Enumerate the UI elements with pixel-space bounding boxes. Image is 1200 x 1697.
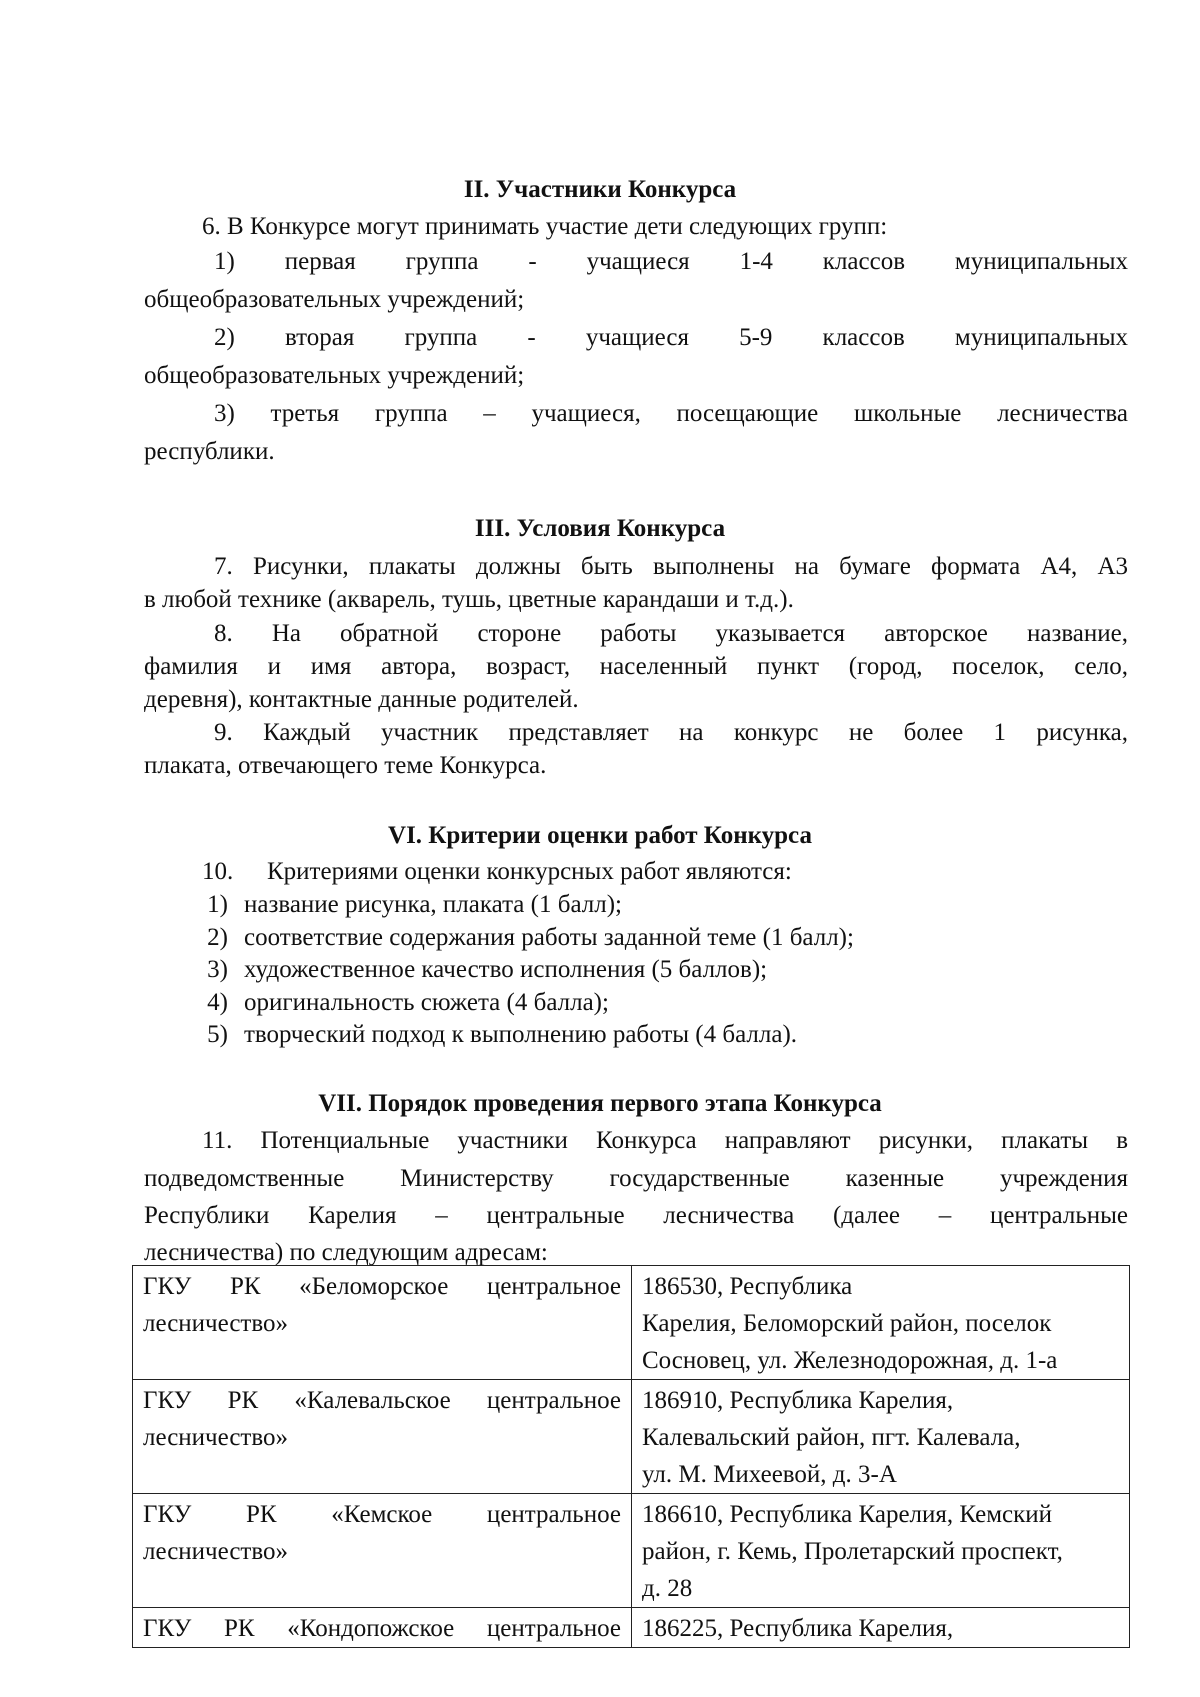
paragraph-7-line-1: 7. Рисунки, плакаты должны быть выполнены на бумаге формата А4, А3 xyxy=(214,553,1128,580)
paragraph-11-line-4: лесничества) по следующим адресам: xyxy=(144,1239,548,1266)
address-cell xyxy=(632,1266,1130,1380)
group-2-line-1: 2) вторая группа - учащиеся 5-9 классов муниципальных xyxy=(214,324,1128,351)
organization-name: лесничество» xyxy=(143,1310,288,1337)
paragraph-11-line-1: 11. Потенциальные участники Конкурса направляют рисунки, плакаты в xyxy=(202,1127,1128,1154)
organization-name: ГКУ РК «Беломорское центральное xyxy=(143,1273,621,1300)
address-line: д. 28 xyxy=(642,1575,693,1602)
address-line: 186225, Республика Карелия, xyxy=(642,1615,954,1642)
organization-name: ГКУ РК «Калевальское центральное xyxy=(143,1387,621,1414)
address-line: 186530, Республика xyxy=(642,1273,853,1300)
criteria-item-text: оригинальность сюжета (4 балла); xyxy=(244,989,609,1016)
criteria-item-number: 5) xyxy=(207,1021,228,1048)
section-heading-conditions: III. Условия Конкурса xyxy=(474,515,726,542)
address-line: ул. М. Михеевой, д. 3-А xyxy=(642,1461,897,1488)
table-row xyxy=(133,1380,1130,1494)
organization-name: лесничество» xyxy=(143,1424,288,1451)
paragraph-9-line-1: 9. Каждый участник представляет на конкурс не более 1 рисунка, xyxy=(214,719,1128,746)
paragraph-8-line-3: деревня), контактные данные родителей. xyxy=(144,686,579,713)
group-1-line-2: общеобразовательных учреждений; xyxy=(144,286,525,313)
paragraph-6: 6. В Конкурсе могут принимать участие дети следующих групп: xyxy=(202,213,888,240)
paragraph-11-line-2: подведомственные Министерству государственные казенные учреждения xyxy=(144,1165,1128,1192)
group-3-line-2: республики. xyxy=(144,438,275,465)
address-line: 186610, Республика Карелия, Кемский xyxy=(642,1501,1053,1528)
address-table xyxy=(132,1265,1130,1648)
criteria-item-text: художественное качество исполнения (5 баллов); xyxy=(244,956,768,983)
paragraph-10-text: Критериями оценки конкурсных работ являются: xyxy=(267,858,792,885)
organization-name: лесничество» xyxy=(143,1538,288,1565)
paragraph-7-line-2: в любой технике (акварель, тушь, цветные карандаши и т.д.). xyxy=(144,586,794,613)
criteria-item-text: название рисунка, плаката (1 балл); xyxy=(244,891,622,918)
section-heading-criteria: VI. Критерии оценки работ Конкурса xyxy=(388,822,812,849)
address-line: Карелия, Беломорский район, поселок xyxy=(642,1310,1052,1337)
paragraph-8-line-2: фамилия и имя автора, возраст, населенный пункт (город, поселок, село, xyxy=(144,653,1128,680)
organization-name: ГКУ РК «Кондопожское центральное xyxy=(143,1615,621,1642)
criteria-item-number: 3) xyxy=(207,956,228,983)
group-3-line-1: 3) третья группа – учащиеся, посещающие школьные лесничества xyxy=(214,400,1128,427)
organization-cell xyxy=(133,1608,632,1648)
table-row xyxy=(133,1494,1130,1608)
paragraph-8-line-1: 8. На обратной стороне работы указывается авторское название, xyxy=(214,620,1128,647)
section-heading-procedure: VII. Порядок проведения первого этапа Конкурса xyxy=(318,1090,882,1117)
paragraph-11-line-3: Республики Карелия – центральные лесничества (далее – центральные xyxy=(144,1202,1128,1229)
address-cell xyxy=(632,1380,1130,1494)
table-row xyxy=(133,1608,1130,1648)
table-row xyxy=(133,1266,1130,1380)
organization-cell xyxy=(133,1266,632,1380)
group-1-line-1: 1) первая группа - учащиеся 1-4 классов муниципальных xyxy=(214,248,1128,275)
organization-cell xyxy=(133,1494,632,1608)
address-cell xyxy=(632,1494,1130,1608)
group-2-line-2: общеобразовательных учреждений; xyxy=(144,362,525,389)
criteria-item-number: 4) xyxy=(207,989,228,1016)
address-line: Сосновец, ул. Железнодорожная, д. 1-а xyxy=(642,1347,1058,1374)
organization-cell xyxy=(133,1380,632,1494)
address-line: Калевальский район, пгт. Калевала, xyxy=(642,1424,1021,1451)
criteria-item-number: 1) xyxy=(207,891,228,918)
section-heading-participants: II. Участники Конкурса xyxy=(463,176,737,203)
address-cell xyxy=(632,1608,1130,1648)
criteria-item-text: соответствие содержания работы заданной теме (1 балл); xyxy=(244,924,854,951)
address-line: район, г. Кемь, Пролетарский проспект, xyxy=(642,1538,1063,1565)
criteria-item-number: 2) xyxy=(207,924,228,951)
address-line: 186910, Республика Карелия, xyxy=(642,1387,954,1414)
paragraph-9-line-2: плаката, отвечающего теме Конкурса. xyxy=(144,752,547,779)
paragraph-10-number: 10. xyxy=(202,858,234,885)
criteria-item-text: творческий подход к выполнению работы (4 балла). xyxy=(244,1021,798,1048)
organization-name: ГКУ РК «Кемское центральное xyxy=(143,1501,621,1528)
